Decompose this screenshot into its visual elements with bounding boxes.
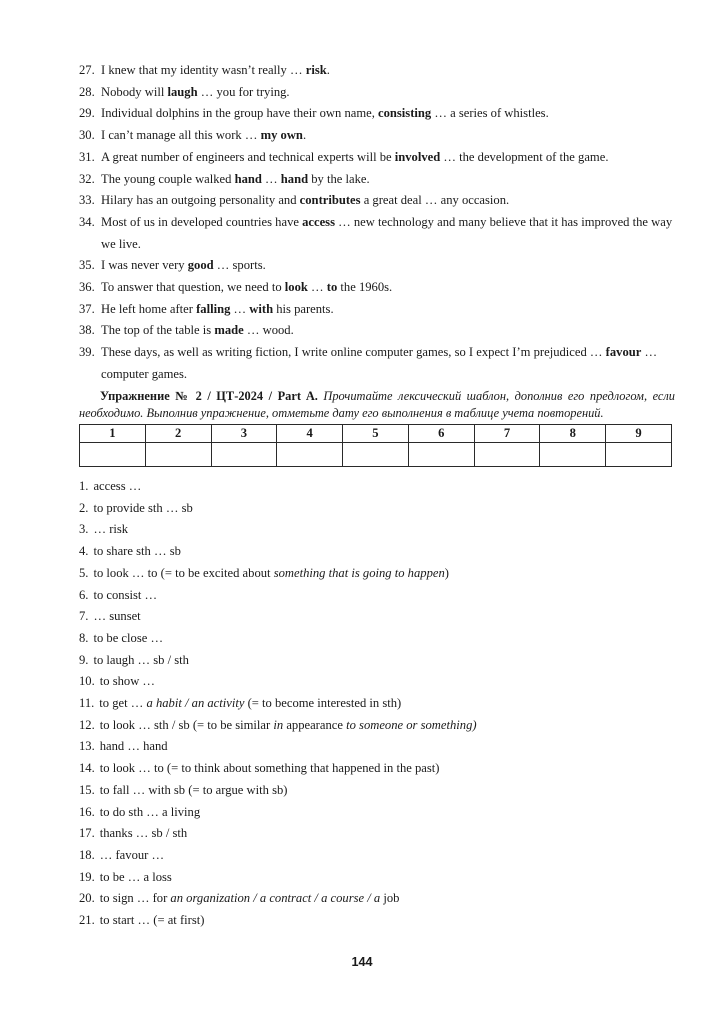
item-number: 20. (79, 891, 95, 906)
item-number: 9. (79, 652, 89, 667)
item-number: 27. (79, 63, 95, 77)
phrase-item (79, 780, 675, 802)
item-number: 33. (79, 193, 95, 208)
table-answer-row (80, 443, 672, 467)
item-text: … a series of whistles. (431, 106, 549, 121)
phrase-item (79, 888, 675, 910)
item-number: 31. (79, 149, 95, 164)
keyword: involved (394, 149, 441, 164)
italic-text: in (273, 717, 284, 732)
item-text: to look … to (= to be excited about (93, 565, 274, 580)
item-text: to consist … (93, 587, 158, 602)
sentence-item (79, 125, 675, 147)
item-number: 30. (79, 128, 95, 143)
keyword: favour (605, 345, 642, 360)
item-text: by the lake. (308, 171, 370, 186)
italic-text: an organization / a contract / a course / a (170, 891, 381, 906)
date-cell[interactable] (145, 443, 211, 467)
item-text: … you for trying. (197, 84, 290, 99)
item-text: a great deal … any occasion. (360, 193, 510, 208)
date-input[interactable] (343, 443, 408, 466)
sentence-item (79, 82, 675, 104)
sentence-item (79, 60, 675, 82)
item-text: hand … hand (99, 739, 168, 754)
item-number: 39. (79, 345, 95, 360)
sentence-item (79, 169, 675, 191)
date-cell[interactable] (343, 443, 409, 467)
date-cell[interactable] (474, 443, 540, 467)
phrase-pattern-list (79, 476, 675, 932)
item-text: thanks … sb / sth (99, 826, 188, 841)
item-number: 10. (79, 674, 95, 689)
item-number: 38. (79, 323, 95, 338)
keyword: contributes (299, 193, 361, 208)
keyword: risk (305, 63, 327, 77)
item-text: A great number of engineers and technical experts will be (101, 149, 395, 164)
item-number: 16. (79, 804, 95, 819)
keyword: good (187, 258, 214, 273)
phrase-item (79, 845, 675, 867)
keyword: hand (234, 171, 262, 186)
phrase-item (79, 671, 675, 693)
phrase-item (79, 758, 675, 780)
item-text: … the development of the game. (440, 149, 609, 164)
item-text: ) (444, 565, 449, 580)
phrase-item (79, 867, 675, 889)
item-text: to start … (= at first) (99, 913, 205, 928)
item-text: … sports. (213, 258, 266, 273)
sentence-item (79, 190, 675, 212)
phrase-item (79, 585, 675, 607)
phrase-item (79, 650, 675, 672)
date-input[interactable] (277, 443, 342, 466)
item-text: … sunset (93, 609, 141, 624)
item-number: 28. (79, 84, 95, 99)
sentence-item (79, 342, 675, 385)
column-number: 3 (211, 425, 277, 443)
sentence-item (79, 299, 675, 321)
item-text: To answer that question, we need to (101, 280, 285, 295)
column-number: 2 (145, 425, 211, 443)
item-text: Hilary has an outgoing personality and (101, 193, 300, 208)
item-text: (= to become interested in sth) (244, 696, 402, 711)
sentence-item (79, 320, 675, 342)
item-number: 12. (79, 717, 95, 732)
sentence-item (79, 277, 675, 299)
phrase-item (79, 736, 675, 758)
item-text: Most of us in developed countries have (101, 214, 303, 229)
keyword: laugh (167, 84, 198, 99)
keyword: made (214, 323, 244, 338)
item-text: to be close … (93, 630, 164, 645)
phrase-item (79, 910, 675, 932)
phrase-item (79, 541, 675, 563)
item-number: 11. (79, 696, 95, 711)
item-number: 19. (79, 869, 95, 884)
item-number: 8. (79, 630, 89, 645)
keyword: to (326, 280, 338, 295)
item-text: to provide sth … sb (93, 500, 193, 515)
phrase-item (79, 628, 675, 650)
keyword: consisting (378, 106, 432, 121)
date-cell[interactable] (277, 443, 343, 467)
item-text: to be … a loss (99, 869, 172, 884)
item-text: the 1960s. (337, 280, 393, 295)
keyword: my own (260, 128, 303, 143)
item-text: to look … sth / sb (= to be similar (99, 717, 274, 732)
phrase-item (79, 715, 675, 737)
date-input[interactable] (475, 443, 540, 466)
exercise-title: Упражнение № 2 / ЦТ-2024 / Part A. (100, 389, 318, 403)
date-input[interactable] (80, 443, 145, 466)
item-number: 34. (79, 214, 95, 229)
italic-text: something that is going to happen (273, 565, 445, 580)
exercise-heading (79, 388, 675, 423)
item-number: 4. (79, 544, 89, 559)
column-number: 9 (606, 425, 672, 443)
item-text: . (302, 128, 307, 143)
date-cell[interactable] (80, 443, 146, 467)
item-text: to do sth … a living (99, 804, 201, 819)
page-number: 144 (351, 955, 373, 969)
item-text: job (380, 891, 400, 906)
item-text: . (326, 63, 330, 77)
keyword: falling (196, 301, 231, 316)
keyword: look (284, 280, 308, 295)
item-text: to get … (99, 696, 147, 711)
item-text: I was never very (101, 258, 188, 273)
item-number: 35. (79, 258, 95, 273)
item-number: 37. (79, 301, 95, 316)
item-text: He left home after (101, 301, 197, 316)
item-text: to sign … for (99, 891, 171, 906)
keyword: hand (280, 171, 309, 186)
item-number: 21. (79, 913, 95, 928)
date-cell[interactable] (540, 443, 606, 467)
item-text: … (307, 280, 327, 295)
item-text: Individual dolphins in the group have their own name, (101, 106, 379, 121)
phrase-item (79, 563, 675, 585)
phrase-item (79, 476, 675, 498)
column-number: 1 (80, 425, 146, 443)
item-text: to laugh … sb / sth (93, 652, 189, 667)
item-text: to share sth … sb (93, 544, 181, 559)
date-input[interactable] (409, 443, 474, 466)
table-header-row (80, 425, 672, 443)
column-number: 7 (474, 425, 540, 443)
item-number: 17. (79, 826, 95, 841)
date-input[interactable] (212, 443, 277, 466)
item-number: 18. (79, 847, 95, 862)
phrase-item (79, 606, 675, 628)
item-number: 6. (79, 587, 89, 602)
column-number: 5 (343, 425, 409, 443)
item-text: Nobody will (101, 84, 168, 99)
phrase-item (79, 519, 675, 541)
item-number: 15. (79, 782, 95, 797)
item-text: … risk (93, 522, 129, 537)
item-text: access … (93, 479, 142, 493)
item-text: to look … to (= to think about something that happened in the past) (99, 761, 440, 776)
date-cell[interactable] (408, 443, 474, 467)
item-text: to fall … with sb (= to argue with sb) (99, 782, 288, 797)
sentence-item (79, 212, 675, 255)
item-number: 7. (79, 609, 89, 624)
phrase-item (79, 802, 675, 824)
item-text: his parents. (273, 301, 334, 316)
date-input[interactable] (540, 443, 605, 466)
item-text: … wood. (243, 323, 294, 338)
sentence-list (79, 60, 675, 386)
item-text: appearance (283, 717, 347, 732)
phrase-item (79, 693, 675, 715)
sentence-item (79, 147, 675, 169)
item-number: 5. (79, 565, 89, 580)
item-text: … computer games. (101, 345, 658, 381)
item-text: I knew that my identity wasn’t really … (101, 63, 306, 77)
phrase-item (79, 498, 675, 520)
date-cell[interactable] (211, 443, 277, 467)
item-text: The top of the table is (101, 323, 215, 338)
item-number: 14. (79, 761, 95, 776)
item-number: 32. (79, 171, 95, 186)
sentence-item (79, 255, 675, 277)
date-input[interactable] (146, 443, 211, 466)
keyword: access (302, 214, 335, 229)
item-text: These days, as well as writing fiction, I write online computer games, so I expect I’m prejudiced … (101, 345, 606, 360)
item-text: … favour … (99, 847, 165, 862)
item-number: 1. (79, 479, 89, 493)
item-number: 3. (79, 522, 89, 537)
item-text: I can’t manage all this work … (101, 128, 261, 143)
item-number: 2. (79, 500, 89, 515)
item-text: … new technology and many believe that it has improved the way we live. (101, 214, 673, 251)
item-number: 36. (79, 280, 95, 295)
italic-text: to someone or something) (346, 717, 477, 732)
column-number: 4 (277, 425, 343, 443)
item-text: to show … (99, 674, 156, 689)
sentence-item (79, 103, 675, 125)
phrase-item (79, 823, 675, 845)
repetition-tracking-table (79, 424, 672, 467)
keyword: with (249, 301, 274, 316)
italic-text: a habit / an activity (146, 696, 245, 711)
item-number: 29. (79, 106, 95, 121)
column-number: 6 (408, 425, 474, 443)
date-input[interactable] (606, 443, 671, 466)
item-text: … (230, 301, 250, 316)
item-number: 13. (79, 739, 95, 754)
column-number: 8 (540, 425, 606, 443)
item-text: … (261, 171, 281, 186)
exercise-instruction: Прочитайте лексический шаблон, дополнив его предлогом, если необходимо. Выполнив упражнение, отметьте дату его выполнения в таблице учета повторений. (79, 389, 676, 421)
item-text: The young couple walked (101, 171, 235, 186)
date-cell[interactable] (606, 443, 672, 467)
